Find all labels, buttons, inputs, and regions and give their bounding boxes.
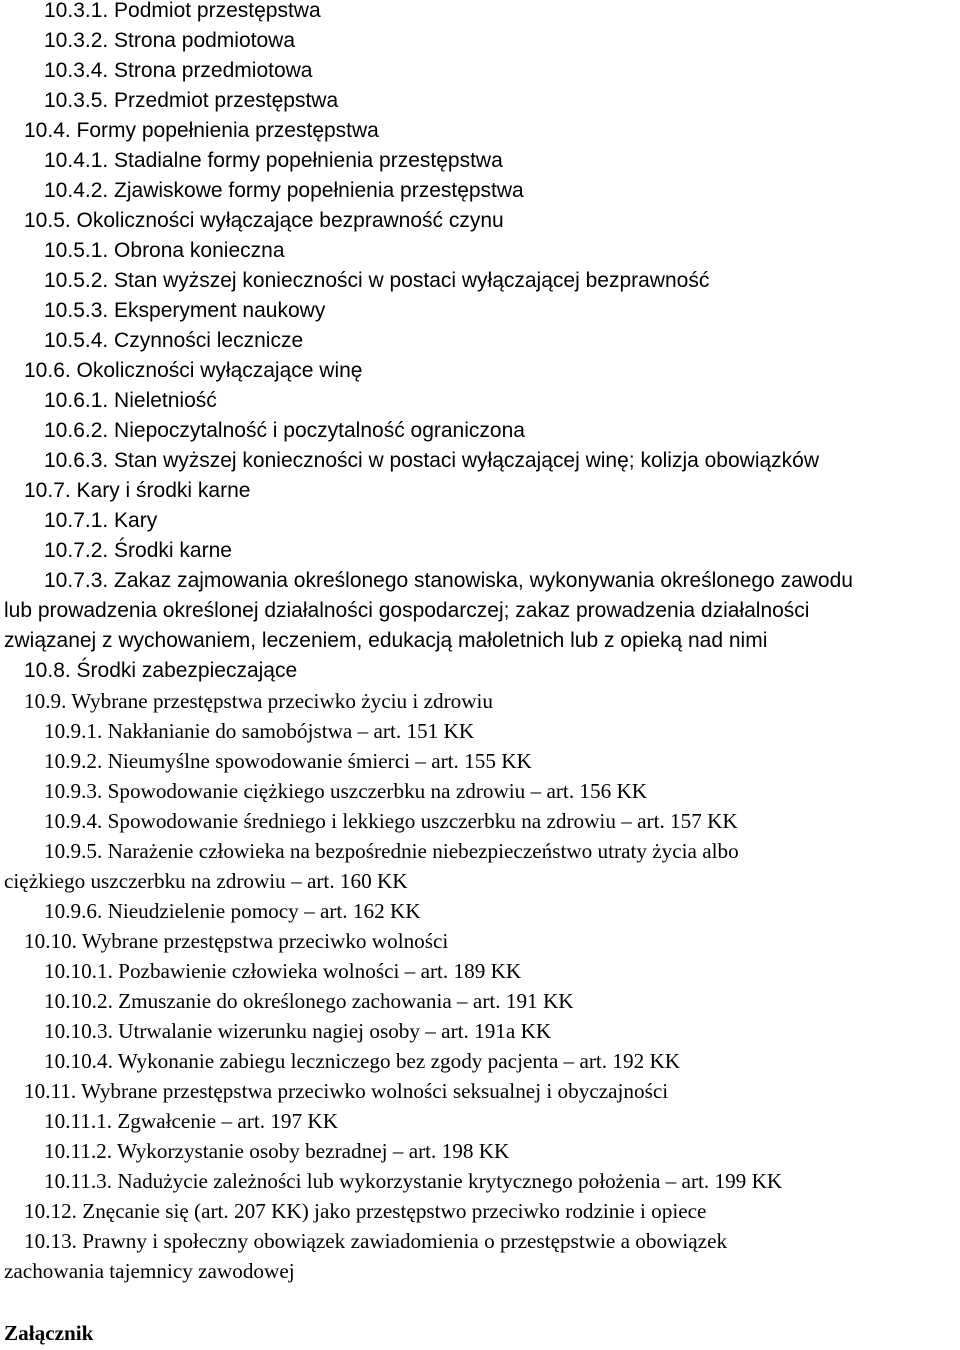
toc-entry: związanej z wychowaniem, leczeniem, edukacją małoletnich lub z opieką nad nimi <box>4 629 768 652</box>
toc-entry: 10.11. Wybrane przestępstwa przeciwko wolności seksualnej i obyczajności <box>24 1079 669 1103</box>
toc-entry: 10.5.3. Eksperyment naukowy <box>44 299 326 322</box>
toc-entry: 10.4. Formy popełnienia przestępstwa <box>24 119 379 142</box>
toc-entry: 10.4.1. Stadialne formy popełnienia przestępstwa <box>44 149 503 172</box>
appendix-heading: Załącznik <box>4 1321 94 1345</box>
toc-entry: 10.11.2. Wykorzystanie osoby bezradnej – art. 198 KK <box>44 1139 510 1163</box>
toc-entry: 10.9.4. Spowodowanie średniego i lekkiego uszczerbku na zdrowiu – art. 157 KK <box>44 809 738 833</box>
toc-entry: 10.5.1. Obrona konieczna <box>44 239 285 262</box>
toc-entry: 10.3.2. Strona podmiotowa <box>44 29 295 52</box>
toc-entry: 10.9.5. Narażenie człowieka na bezpośrednie niebezpieczeństwo utraty życia albo <box>44 839 739 863</box>
toc-entry: 10.6.3. Stan wyższej konieczności w postaci wyłączającej winę; kolizja obowiązków <box>44 449 820 472</box>
toc-entry: 10.3.4. Strona przedmiotowa <box>44 59 313 82</box>
toc-entry: 10.10.3. Utrwalanie wizerunku nagiej osoby – art. 191a KK <box>44 1019 552 1043</box>
toc-entry: 10.10.4. Wykonanie zabiegu leczniczego bez zgody pacjenta – art. 192 KK <box>44 1049 681 1073</box>
toc-entry: ciężkiego uszczerbku na zdrowiu – art. 160 KK <box>4 869 408 893</box>
toc-entry: 10.9. Wybrane przestępstwa przeciwko życiu i zdrowiu <box>24 689 494 713</box>
toc-entry: 10.8. Środki zabezpieczające <box>24 659 298 682</box>
toc-entry: 10.7.1. Kary <box>44 509 158 532</box>
toc-entry: 10.6.2. Niepoczytalność i poczytalność ograniczona <box>44 419 525 442</box>
toc-entry: 10.5.4. Czynności lecznicze <box>44 329 304 352</box>
toc-entry: 10.9.1. Nakłanianie do samobójstwa – art. 151 KK <box>44 719 475 743</box>
toc-entry: 10.13. Prawny i społeczny obowiązek zawiadomienia o przestępstwie a obowiązek <box>24 1229 728 1253</box>
toc-entry: 10.3.5. Przedmiot przestępstwa <box>44 89 339 112</box>
toc-entry: 10.9.3. Spowodowanie ciężkiego uszczerbku na zdrowiu – art. 156 KK <box>44 779 648 803</box>
toc-entry: 10.3.1. Podmiot przestępstwa <box>44 0 321 22</box>
toc-entry: 10.9.2. Nieumyślne spowodowanie śmierci – art. 155 KK <box>44 749 532 773</box>
toc-entry: 10.7. Kary i środki karne <box>24 479 251 502</box>
toc-entry: 10.9.6. Nieudzielenie pomocy – art. 162 KK <box>44 899 421 923</box>
toc-entry: 10.12. Znęcanie się (art. 207 KK) jako przestępstwo przeciwko rodzinie i opiece <box>24 1199 707 1223</box>
toc-entry: zachowania tajemnicy zawodowej <box>4 1259 295 1283</box>
toc-entry: 10.10.2. Zmuszanie do określonego zachowania – art. 191 KK <box>44 989 574 1013</box>
toc-entry: 10.7.3. Zakaz zajmowania określonego stanowiska, wykonywania określonego zawodu <box>44 569 853 592</box>
toc-entry: 10.7.2. Środki karne <box>44 539 232 562</box>
toc-entry: 10.4.2. Zjawiskowe formy popełnienia przestępstwa <box>44 179 524 202</box>
toc-entry: 10.10. Wybrane przestępstwa przeciwko wolności <box>24 929 449 953</box>
toc-entry: 10.5. Okoliczności wyłączające bezprawność czynu <box>24 209 504 232</box>
toc-entry: 10.11.1. Zgwałcenie – art. 197 KK <box>44 1109 338 1133</box>
toc-entry: 10.6.1. Nieletniość <box>44 389 217 412</box>
toc-entry: 10.10.1. Pozbawienie człowieka wolności – art. 189 KK <box>44 959 522 983</box>
toc-entry: 10.6. Okoliczności wyłączające winę <box>24 359 363 382</box>
toc-entry: 10.5.2. Stan wyższej konieczności w postaci wyłączającej bezprawność <box>44 269 710 292</box>
toc-entry: lub prowadzenia określonej działalności gospodarczej; zakaz prowadzenia działalności <box>4 599 810 622</box>
toc-entry: 10.11.3. Nadużycie zależności lub wykorzystanie krytycznego położenia – art. 199 KK <box>44 1169 783 1193</box>
